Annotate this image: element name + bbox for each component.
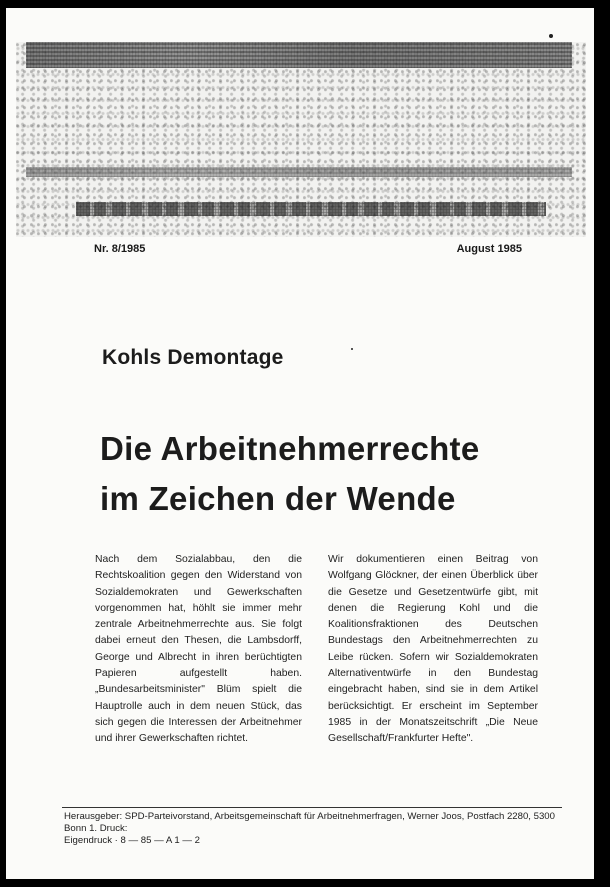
issue-number: Nr. 8/1985 — [94, 243, 146, 255]
publisher-footer — [64, 811, 569, 847]
issue-date: August 1985 — [456, 243, 522, 255]
masthead-image — [16, 42, 586, 237]
scan-speck — [549, 34, 553, 38]
document-page — [6, 8, 594, 879]
intro-column-left: Nach dem Sozialabbau, den die Rechtskoalition gegen den Widerstand von Sozialdemokraten und Gewerkschaften vorgenommen hat, höhlt sie immer mehr zentrale Arbeitnehmerrechte aus. Sie folgt dabei erneut den Thesen, die Lambsdorff, George und Albrecht in ihren berüchtigten Papieren aufgestellt haben. „Bundesarbeitsminister" Blüm spielt die Hauptrolle auch in dem neuen Stück, das sich gegen die Interessen der Arbeitnehmer und ihrer Gewerkschaften richtet. — [95, 554, 302, 745]
kicker-title: Kohls Demontage — [102, 346, 284, 369]
footer-divider — [62, 807, 562, 808]
masthead-band-middle — [26, 167, 572, 177]
headline-line-1: Die Arbeitnehmerrechte — [100, 430, 480, 467]
intro-column-right: Wir dokumentieren einen Beitrag von Wolfgang Glöckner, der einen Überblick über die Gesetze und Gesetzentwürfe gibt, mit denen die Regierung Kohl und die Koalitionsfraktionen des Deutschen Bundestags den Arbeitnehmerrechten zu Leibe rücken. Sofern wir Sozialdemokraten Alternativentwürfe in den Bundestag eingebracht haben, sind sie in dem Artikel berücksichtigt. Er erscheint im September 1985 in der Monatszeitschrift „Die Neue Gesellschaft/Frankfurter Hefte". — [328, 554, 538, 745]
masthead-band-top — [26, 42, 572, 68]
scan-speck — [351, 348, 353, 350]
headline — [100, 424, 480, 524]
masthead-subtitle-illegible — [76, 202, 546, 216]
footer-line-2: Eigendruck · 8 — 85 — A 1 — 2 — [64, 835, 200, 846]
headline-line-2: im Zeichen der Wende — [100, 480, 456, 517]
footer-line-1: Herausgeber: SPD-Parteivorstand, Arbeitsgemeinschaft für Arbeitnehmerfragen, Werner Joos, Postfach 2280, 5300 Bonn 1. Druck: — [64, 811, 555, 834]
